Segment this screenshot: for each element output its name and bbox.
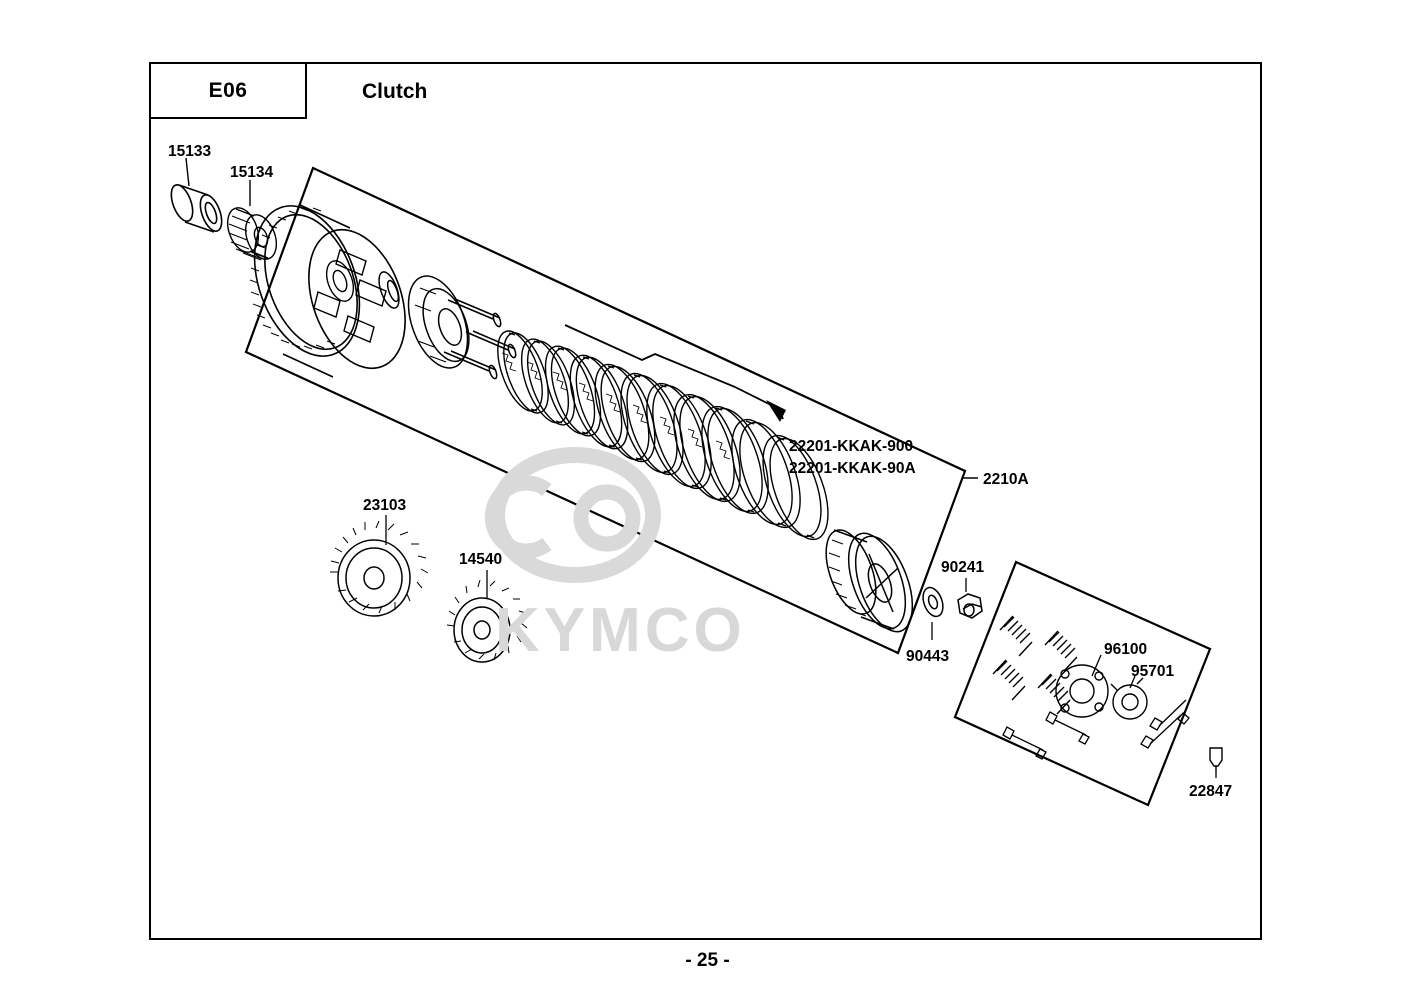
page-number: - 25 - bbox=[685, 950, 730, 971]
callout-22847: 22847 bbox=[1189, 783, 1233, 800]
callout-15133: 15133 bbox=[168, 143, 212, 160]
callout-95701: 95701 bbox=[1131, 663, 1175, 680]
callout-22201-kkak-90a: 22201-KKAK-90A bbox=[789, 460, 916, 477]
callout-23103: 23103 bbox=[363, 497, 407, 514]
callout-14540: 14540 bbox=[459, 551, 503, 568]
callout-22201-kkak-900: 22201-KKAK-900 bbox=[789, 438, 914, 455]
callout-90241: 90241 bbox=[941, 559, 985, 576]
watermark-text: KYMCO bbox=[495, 596, 746, 665]
section-code: E06 bbox=[208, 78, 248, 102]
section-title: Clutch bbox=[362, 79, 428, 103]
callout-96100: 96100 bbox=[1104, 641, 1148, 658]
callout-2210A: 2210A bbox=[983, 471, 1029, 488]
callout-90443: 90443 bbox=[906, 648, 950, 665]
diagram-frame bbox=[149, 62, 1262, 940]
callout-15134: 15134 bbox=[230, 164, 274, 181]
